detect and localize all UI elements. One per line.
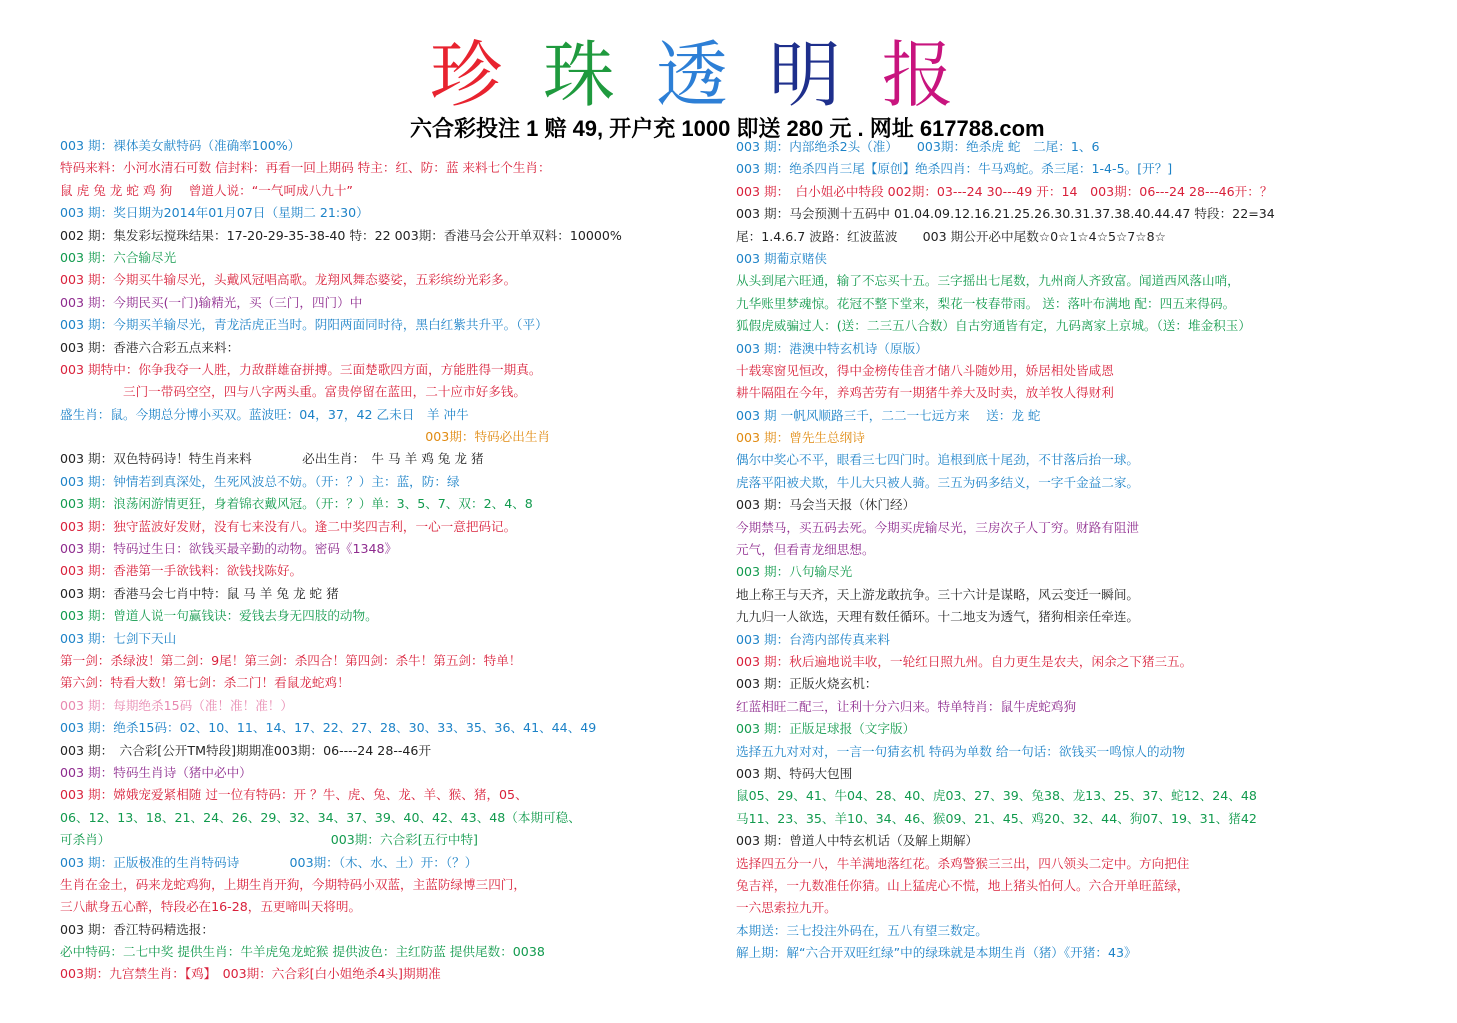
- left-column-line: 003 期：香港马会七肖中特：鼠 马 羊 兔 龙 蛇 猪: [60, 585, 339, 601]
- right-column-line: 003 期：曾先生总纲诗: [736, 430, 865, 446]
- right-column-line: 003 期：台湾内部传真来料: [736, 631, 890, 647]
- right-column-line: 地上称王与天齐，天上游龙敢抗争。三十六计是谋略，风云变迁一瞬间。: [736, 586, 1139, 602]
- left-column-line: 003 期：奖日期为2014年01月07日（星期二 21:30）: [60, 205, 369, 221]
- left-column-line: 003 期：香港第一手欲钱料：欲钱找陈好。: [60, 563, 303, 579]
- left-column-line: 003 期：特码过生日：欲钱买最辛勤的动物。密码《1348》: [60, 541, 398, 557]
- left-column-line: 三门一带码空空，四与八字两头重。富贵停留在蓝田，二十应市好多钱。: [60, 384, 526, 400]
- right-column-line: 从头到尾六旺通，输了不忘买十五。三字摇出七尾数，九州商人齐致富。闻道西风落山哨，: [736, 273, 1240, 289]
- left-column-line: 003 期：七剑下天山: [60, 630, 177, 646]
- left-column-line: 003 期： 六合彩[公开TM特段]期期准003期：06----24 28--46开: [60, 742, 432, 758]
- left-column-line: 003 期：钟情若到真深处，生死风波总不妨。（开：？）主：蓝，防：绿: [60, 473, 460, 489]
- title-char-3: 透: [655, 33, 728, 117]
- left-column-line: 003期：九宫禁生肖：【鸡】 003期：六合彩[白小姐绝杀4头]期期准: [60, 966, 441, 982]
- right-column-line: 虎落平阳被犬欺，牛儿大只被人骑。三五为码多结义，一字千金益二家。: [736, 474, 1139, 490]
- right-column-line: 元气，但看青龙细思想。: [736, 542, 875, 558]
- right-column-line: 本期送：三七投注外码在，五八有望三数定。: [736, 922, 988, 938]
- right-column-line: 尾：1.4.6.7 波路：红波蓝波 003 期公开必中尾数☆0☆1☆4☆5☆7☆8☆: [736, 228, 1166, 244]
- left-column-line: 特码来料：小河水清石可数 信封料：再看一回上期码 特主：红、防：蓝 来料七个生肖：: [60, 160, 551, 176]
- left-column-line: 003 期：绝杀15码：02、10、11、14、17、22、27、28、30、33、35、36、41、44、49: [60, 720, 597, 736]
- left-column-line: 003 期：今期民买(一门)输精光，买（三门，四门）中: [60, 294, 363, 310]
- right-column-line: 马11、23、35、羊10、34、46、猴09、21、45、鸡20、32、44、狗07、19、31、猪42: [736, 810, 1257, 826]
- right-column-line: 红蓝相旺二配三，让利十分六归来。特单特肖：鼠牛虎蛇鸡狗: [736, 698, 1077, 714]
- right-column-line: 003 期葡京赌侠: [736, 250, 828, 266]
- left-column-line: 可杀肖） 003期：六合彩[五行中特]: [60, 832, 478, 848]
- left-column-line: 鼠 虎 兔 龙 蛇 鸡 狗 曾道人说：“一气呵成八九十”: [60, 182, 353, 198]
- right-column-line: 狐假虎威骗过人：(送：二三五八合数）自古穷通皆有定，九码离家上京城。（送：堆金积玉）: [736, 318, 1251, 334]
- left-column-line: 003 期：香港六合彩五点来料：: [60, 339, 240, 355]
- left-column-line: 003期：特码必出生肖: [60, 429, 551, 445]
- right-column-line: 九华账里梦魂惊。花冠不整下堂来，梨花一枝春带雨。 送：落叶布满地 配：四五来得码。: [736, 295, 1236, 311]
- right-column-line: 选择五九对对对，一言一句猜玄机 特码为单数 给一句话：欲钱买一鸣惊人的动物: [736, 743, 1185, 759]
- left-column-line: 003 期：独守蓝波好发财，没有七来没有八。逢二中奖四吉利，一心一意把码记。: [60, 518, 517, 534]
- left-column-line: 003 期：每期绝杀15码（准！准！准！）: [60, 697, 293, 713]
- right-column-line: 003 期：秋后遍地说丰收，一轮红日照九州。自力更生是农夫，闲余之下猪三五。: [736, 653, 1193, 669]
- left-column-line: 第六剑：特看大数！第七剑：杀二门！看鼠龙蛇鸡！: [60, 675, 350, 691]
- title-char-1: 珍: [430, 33, 503, 117]
- right-column-line: 九九归一人欲选，天理有数任循环。十二地支为透气，猪狗相亲任牵连。: [736, 609, 1139, 625]
- right-column-line: 003 期：曾道人中特玄机话（及解上期解）: [736, 833, 979, 849]
- left-column: [60, 135, 725, 986]
- right-column-line: 003 期：港澳中特玄机诗（原版）: [736, 340, 928, 356]
- promo-subtitle: 六合彩投注 1 赔 49, 开户充 1000 即送 280 元 . 网址 617788.com: [410, 116, 1045, 141]
- left-column-line: 003 期：香江特码精选报：: [60, 921, 214, 937]
- left-column-line: 003 期特中：你争我夺一人胜，力敌群雄奋拼搏。三面楚歌四方面，方能胜得一期真。: [60, 361, 542, 377]
- title-char-2: 珠: [542, 33, 615, 117]
- right-column-line: 003 期、特码大包围: [736, 765, 853, 781]
- left-column-line: 003 期：特码生肖诗（猪中必中）: [60, 764, 252, 780]
- left-column-line: 003 期：今期买羊输尽光，青龙活虎正当时。阴阳两面同时待，黑白红紫共升平。（平）: [60, 317, 548, 333]
- left-column-line: 第一剑：杀绿波！第二剑：9尾！第三剑：杀四合！第四剑：杀牛！第五剑：特单！: [60, 652, 522, 668]
- right-column-line: 003 期 一帆风顺路三千，二二一七远方来 送：龙 蛇: [736, 407, 1041, 423]
- right-column-line: 鼠05、29、41、牛04、28、40、虎03、27、39、兔38、龙13、25、37、蛇12、24、48: [736, 788, 1257, 804]
- left-column-line: 003 期：裸体美女献特码（准确率100%）: [60, 138, 301, 153]
- right-column-line: 003 期：绝杀四肖三尾【原创】绝杀四肖：牛马鸡蛇。杀三尾：1-4-5。[开？]: [736, 161, 1173, 177]
- left-column-line: 003 期：浪荡闲游情更狂，身着锦衣戴风冠。（开：？）单：3、5、7、双：2、4、8: [60, 496, 533, 512]
- left-column-line: 必中特码：二七中奖 提供生肖：牛羊虎兔龙蛇猴 提供波色：主红防蓝 提供尾数：0038: [60, 944, 545, 960]
- right-column-line: 003 期： 白小姐必中特段 002期：03---24 30---49 开：14 003期：06---24 28---46开：？: [736, 183, 1273, 199]
- title-char-4: 明: [768, 33, 841, 117]
- left-column-line: 003 期：曾道人说一句赢钱诀：爱钱去身无四肢的动物。: [60, 608, 378, 624]
- left-column-line: 三八献身五心醉，特段必在16-28，五更啼叫天将明。: [60, 899, 362, 915]
- right-column-line: 选择四五分一八，牛羊满地落红花。杀鸡警猴三三出，四八领头二定中。方向把住: [736, 855, 1190, 871]
- right-column-line: 耕牛隔阻在今年，养鸡苦劳有一期猪牛养大及时卖，放羊牧人得财利: [736, 385, 1114, 401]
- right-column-line: 偶尔中奖心不平，眼看三七四门时。追根到底十尾劲，不甘落后抬一球。: [736, 452, 1139, 468]
- left-column-line: 003 期：六合输尽光: [60, 249, 177, 265]
- left-column-line: 003 期：双色特码诗！特生肖来料 必出生肖： 牛 马 羊 鸡 兔 龙 猪: [60, 451, 484, 467]
- left-column-line: 003 期：正版极准的生肖特码诗 003期：（木、水、土）开：（？）: [60, 854, 478, 870]
- right-column-line: 003 期：八句输尽光: [736, 564, 853, 580]
- newspaper-title: [430, 30, 972, 120]
- right-column-line: 兔吉祥，一九数准任你猜。山上猛虎心不慌，地上猪头怕何人。六合开单旺蓝绿，: [736, 877, 1190, 893]
- right-column-line: 003 期：内部绝杀2头（准） 003期：绝杀虎 蛇 二尾：1、6: [736, 139, 1100, 154]
- left-column-line: 生肖在金土，码来龙蛇鸡狗，上期生肖开狗，今期特码小双蓝，主蓝防绿博三四门，: [60, 876, 526, 892]
- right-column: [736, 136, 1451, 964]
- left-column-line: 003 期：今期买牛输尽光，头戴风冠唱高歌。龙翔风舞态婆娑，五彩缤纷光彩多。: [60, 272, 517, 288]
- right-column-line: 十载寒窗见恒改，得中金榜传佳音才储八斗随妙用，娇居相处皆咸恩: [736, 362, 1114, 378]
- left-column-line: 盛生肖：鼠。今期总分博小买双。蓝波旺：04，37，42 乙未日 羊 冲牛: [60, 406, 469, 422]
- title-char-5: 报: [881, 33, 954, 117]
- right-column-line: 003 期：马会预测十五码中 01.04.09.12.16.21.25.26.30.31.37.38.40.44.47 特段：22=34: [736, 206, 1275, 222]
- left-column-line: 003 期：嫦娥宠爱紧相随 过一位有特码：开 ？牛、虎、兔、龙、羊、猴、猪，05、: [60, 787, 528, 803]
- left-column-line: 06、12、13、18、21、24、26、29、32、34、37、39、40、42、43、48（本期可稳、: [60, 809, 581, 825]
- right-column-line: 003 期：马会当天报（休门经）: [736, 497, 916, 513]
- right-column-line: 003 期：正版足球报（文字版）: [736, 721, 916, 737]
- right-column-line: 解上期：解“六合开双旺红绿”中的绿珠就是本期生肖（猪）《开猪：43》: [736, 945, 1137, 961]
- right-column-line: 003 期：正版火烧玄机：: [736, 676, 878, 692]
- right-column-line: 今期禁马，买五码去死。今期买虎输尽光，三房次子人丁穷。财路有阻泄: [736, 519, 1139, 535]
- left-column-line: 002 期：集发彩坛搅珠结果：17-20-29-35-38-40 特：22 003期：香港马会公开单双料：10000%: [60, 227, 622, 243]
- right-column-line: 一六思索拉九开。: [736, 900, 837, 916]
